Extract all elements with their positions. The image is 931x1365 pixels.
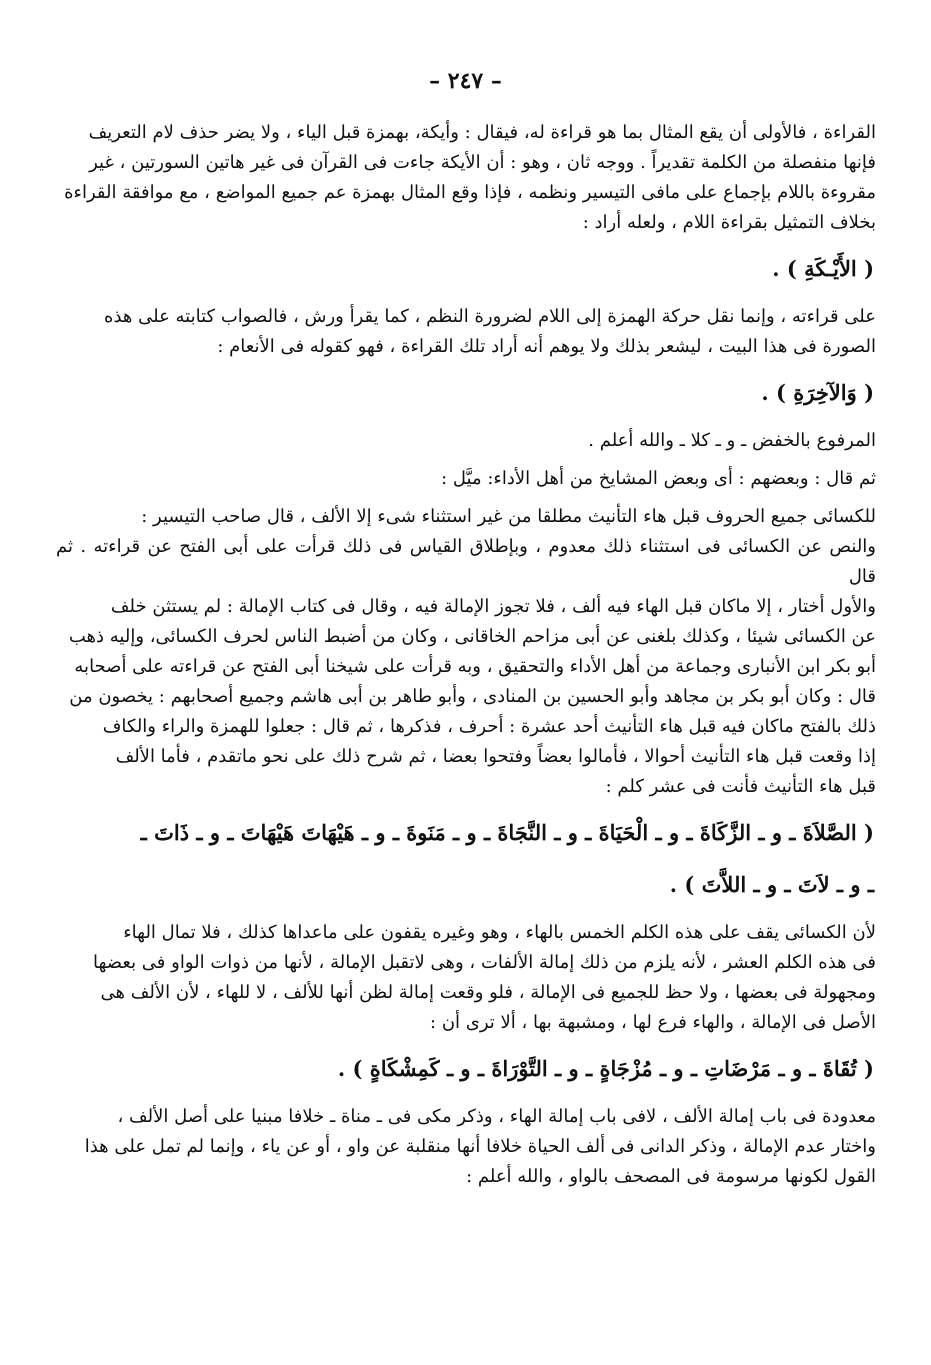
paragraph (56, 302, 876, 362)
paragraph (56, 118, 876, 238)
quran-quote: ـ و ـ لاَتَ ـ و ـ اللاَّتَ ) . (669, 872, 874, 897)
text-line: الصورة فى هذا البيت ، ليشعر بذلك ولا يوهم أنه أراد تلك القراءة ، فهو كقوله فى الأنعام : (217, 336, 876, 357)
text-line: فإنها منفصلة من الكلمة تقديراً . ووجه ثان ، وهو : أن الأيكة جاءت فى القرآن فى غير هاتين السورتين ، غير (89, 152, 876, 173)
text-line: ثم قال : وبعضهم : أى وبعض المشايخ من أهل الأداء: ميَّل : (441, 468, 876, 489)
paragraph (56, 502, 876, 802)
paragraph (56, 918, 876, 1038)
text-line: لأن الكسائى يقف على هذه الكلم الخمس بالهاء ، وهو وغيره يقفون على ماعداها كذلك ، فلا تمال الهاء (123, 922, 876, 943)
text-line: الأصل فى الإمالة ، والهاء فرع لها ، ومشبهة بها ، ألا ترى أن : (430, 1012, 876, 1033)
text-line: قبل هاء التأنيث فأنت فى عشر كلم : (605, 776, 876, 797)
text-line: قال : وكان أبو بكر بن مجاهد وأبو الحسين بن المنادى ، وأبو طاهر بن أبى هاشم وجميع أصحابهم : يخصون من (69, 686, 876, 707)
page-body (56, 118, 876, 1192)
quran-quote: ( الأَيْـكَةِ ) . (772, 256, 874, 281)
text-line: ومجهولة فى بعضها ، ولا حظ للجميع فى الإمالة ، فلو وقعت إمالة لظن أنها للألف ، لا للهاء ، لأن الألف هى (100, 982, 876, 1003)
text-line: القراءة ، فالأولى أن يقع المثال بما هو قراءة له، فيقال : وأيكة، بهمزة قبل الياء ، ولا يضر حذف لام التعريف (88, 122, 876, 143)
text-line: أبو بكر ابن الأنبارى وجماعة من أهل الأداء والتحقيق ، وبه قرأت على شيخنا أبى الفتح عن قراءته على أصحابه (74, 656, 876, 677)
text-line: إذا وقعت قبل هاء التأنيث أحوالا ، فأمالوا بعضاً وفتحوا بعضا ، ثم شرح ذلك على نحو ماتقدم ، فأما الألف (115, 746, 876, 767)
text-line: والنص عن الكسائى فى استثناء ذلك معدوم ، وبإطلاق القياس فى ذلك قرأت على أبى الفتح عن قراءته . ثم قال (56, 536, 876, 587)
text-line: مقروءة باللام بإجماع على مافى التيسير ونظمه ، فإذا وقع المثال بهمزة عم جميع المواضع ، مع موافقة القراءة (64, 182, 876, 203)
text-line: عن الكسائى شيئا ، وكذلك بلغنى عن أبى مزاحم الخاقانى ، وكان من أضبط الناس لحرف الكسائى، وإليه ذهب (68, 626, 876, 647)
quran-quote: ( وَالآخِرَةِ ) . (761, 380, 874, 405)
text-line: واختار عدم الإمالة ، وذكر الدانى فى ألف الحياة خلافا أنها منقلبة عن واو ، أو عن ياء ، وإنما لم تمل على هذا (84, 1136, 876, 1157)
text-line: ذلك بالفتح ماكان فيه قبل هاء التأنيث أحد عشرة : أحرف ، فذكرها ، ثم قال : جعلوا للهمزة والراء والكاف (102, 716, 876, 737)
paragraph (56, 426, 876, 456)
paragraph (56, 464, 876, 494)
paragraph (56, 1102, 876, 1192)
text-line: معدودة فى باب إمالة الألف ، لافى باب إمالة الهاء ، وذكر مكى فى ـ مناة ـ خلافا مبنيا على أصل الألف ، (117, 1106, 876, 1127)
text-line: للكسائى جميع الحروف قبل هاء التأنيث مطلقا من غير استثناء شىء إلا الألف ، قال صاحب التيسير : (141, 506, 876, 527)
quran-quote: ( الصَّلاَةَ ـ و ـ الزَّكَاةَ ـ و ـ الْحَيَاةَ ـ و ـ النَّجَاةَ ـ و ـ مَنَوةَ ـ و ـ هَيْهَاتَ هَيْهَاتَ ـ و ـ ذَاتَ ـ (140, 820, 874, 845)
text-line: بخلاف التمثيل بقراءة اللام ، ولعله أراد : (582, 212, 876, 233)
page-number: – ٢٤٧ – (429, 68, 502, 94)
text-line: القول لكونها مرسومة فى المصحف بالواو ، والله أعلم : (466, 1166, 876, 1187)
text-line: فى هذه الكلم العشر ، لأنه يلزم من ذلك إمالة الألفات ، وهى لاتقبل الإمالة ، لأنها من ذوات الواو فى بعضها (93, 952, 876, 973)
text-line: والأول أختار ، إلا ماكان قبل الهاء فيه ألف ، فلا تجوز الإمالة فيه ، وقال فى كتاب الإمالة : لم يستثن خلف (110, 596, 876, 617)
text-line: المرفوع بالخفض ـ و ـ كلا ـ والله أعلم . (588, 430, 876, 451)
text-line: على قراءته ، وإنما نقل حركة الهمزة إلى اللام لضرورة النظم ، كما يقرأ ورش ، فالصواب كتابته على هذه (104, 306, 876, 327)
quran-quote: ( تُقَاةَ ـ و ـ مَرْضَاتِ ـ و ـ مُزْجَاةٍ ـ و ـ التَّوْرَاةَ ـ و ـ كَمِشْكَاةٍ ) . (337, 1056, 874, 1081)
